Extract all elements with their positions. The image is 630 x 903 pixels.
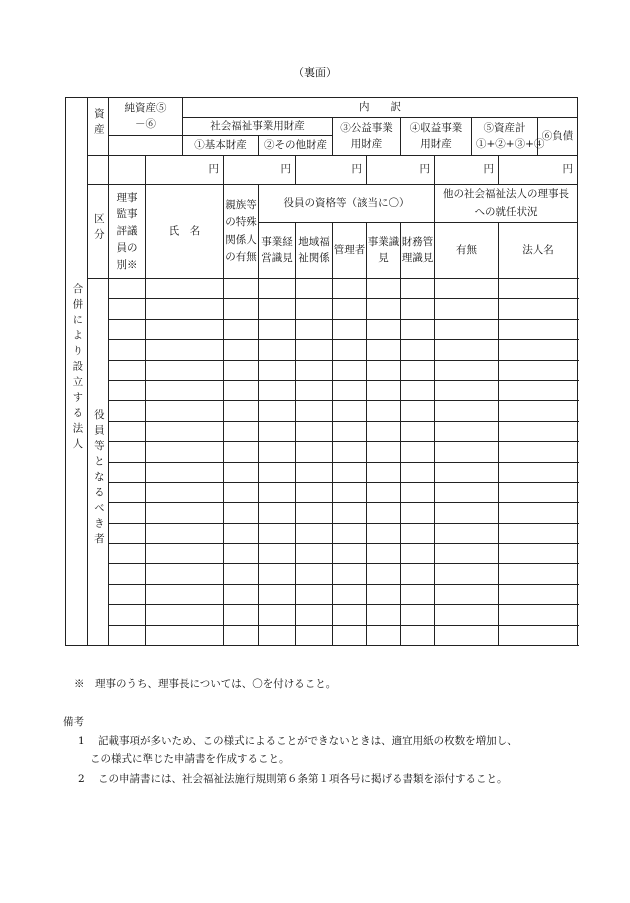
q-manager-cell[interactable] [333,279,367,299]
corp-name-cell[interactable] [499,503,578,523]
relatives-cell[interactable] [224,605,259,625]
has-or-not-cell[interactable] [435,625,499,645]
has-or-not-cell[interactable] [435,442,499,462]
officer-row [66,340,578,360]
officer-type-cell[interactable] [109,462,146,482]
q-manager-cell[interactable] [333,625,367,645]
q-finance-cell[interactable] [401,544,435,564]
officer-type-cell[interactable] [109,544,146,564]
q-local-welfare-cell[interactable] [296,544,333,564]
has-or-not-cell[interactable] [435,340,499,360]
net-assets-header: 純資産⑤－⑥ [109,98,183,136]
q-local-welfare-cell[interactable] [296,523,333,543]
officer-type-cell[interactable] [109,503,146,523]
officer-type-cell[interactable] [109,442,146,462]
q-finance-cell[interactable] [401,401,435,421]
has-or-not-cell[interactable] [435,584,499,604]
name-cell[interactable] [146,482,224,502]
officer-row [66,299,578,319]
name-cell[interactable] [146,401,224,421]
public-interest-value[interactable]: 円 [367,156,435,185]
social-welfare-property-header: 社会福祉事業用財産 [183,118,333,136]
relatives-cell[interactable] [224,462,259,482]
merger-application-table [65,97,578,646]
remark-item-1 [78,733,578,769]
net-assets-value[interactable]: 円 [146,156,224,185]
q-manager-cell[interactable] [333,523,367,543]
corp-name-cell[interactable] [499,279,578,299]
q-business-mgmt-cell[interactable] [259,605,296,625]
officer-type-cell[interactable] [109,584,146,604]
name-cell[interactable] [146,625,224,645]
q-local-welfare-cell[interactable] [296,340,333,360]
assets-label: 資産 [92,108,105,140]
relatives-cell[interactable] [224,523,259,543]
officer-row [66,482,578,502]
officer-row [66,523,578,543]
q-business-mgmt-cell[interactable] [259,564,296,584]
corp-name-cell[interactable] [499,340,578,360]
footnote: ※ 理事のうち、理事長については、〇を付けること。 [74,678,337,690]
officer-type-cell[interactable] [109,380,146,400]
q-local-welfare-header: 地域福祉関係 [296,223,333,279]
q-manager-cell[interactable] [333,482,367,502]
has-or-not-cell[interactable] [435,482,499,502]
q-business-mgmt-cell[interactable] [259,625,296,645]
corp-name-cell[interactable] [499,584,578,604]
officer-type-cell[interactable] [109,625,146,645]
q-manager-cell[interactable] [333,380,367,400]
officer-type-cell[interactable] [109,564,146,584]
name-cell[interactable] [146,299,224,319]
corp-name-cell[interactable] [499,523,578,543]
total-assets-value[interactable]: 円 [499,156,578,185]
relatives-cell[interactable] [224,625,259,645]
q-manager-header: 管理者 [333,223,367,279]
q-business-knowledge-cell[interactable] [367,503,401,523]
name-cell[interactable] [146,421,224,441]
officer-row [66,401,578,421]
q-business-knowledge-cell[interactable] [367,462,401,482]
q-manager-cell[interactable] [333,340,367,360]
officer-type-header: 理事監事評議員の別※ [109,185,146,279]
q-local-welfare-cell[interactable] [296,482,333,502]
q-manager-cell[interactable] [333,605,367,625]
relatives-header: 親族等の特殊関係人の有無 [224,185,259,279]
relatives-cell[interactable] [224,380,259,400]
other-property-header: ②その他財産 [259,136,333,156]
corp-name-header: 法人名 [499,223,578,279]
relatives-cell[interactable] [224,584,259,604]
corp-name-cell[interactable] [499,462,578,482]
corp-name-cell[interactable] [499,605,578,625]
q-business-knowledge-cell[interactable] [367,605,401,625]
revenue-business-value[interactable]: 円 [435,156,499,185]
name-cell[interactable] [146,462,224,482]
q-finance-cell[interactable] [401,462,435,482]
q-finance-header: 財務管理識見 [401,223,435,279]
q-local-welfare-cell[interactable] [296,299,333,319]
officer-type-cell[interactable] [109,605,146,625]
q-finance-cell[interactable] [401,380,435,400]
q-local-welfare-cell[interactable] [296,605,333,625]
corp-name-cell[interactable] [499,442,578,462]
name-cell[interactable] [146,442,224,462]
q-business-mgmt-cell[interactable] [259,279,296,299]
name-cell[interactable] [146,605,224,625]
page-title: （裏面） [293,66,337,79]
remark-1-line-1: 記載事項が多いため、この様式によることができないときは、適宜用紙の枚数を増加し、 [98,735,518,747]
name-cell[interactable] [146,340,224,360]
q-business-mgmt-cell[interactable] [259,462,296,482]
relatives-cell[interactable] [224,360,259,380]
breakdown-header: 内 訳 [183,98,578,118]
q-local-welfare-cell[interactable] [296,279,333,299]
officer-group-label-cell [88,279,109,646]
q-manager-cell[interactable] [333,319,367,339]
has-or-not-cell[interactable] [435,421,499,441]
q-manager-cell[interactable] [333,503,367,523]
q-manager-cell[interactable] [333,584,367,604]
corp-name-cell[interactable] [499,564,578,584]
q-local-welfare-cell[interactable] [296,360,333,380]
q-finance-cell[interactable] [401,584,435,604]
officer-row [66,279,578,299]
has-or-not-cell[interactable] [435,299,499,319]
q-business-knowledge-cell[interactable] [367,544,401,564]
has-or-not-cell[interactable] [435,380,499,400]
other-corp-header: 他の社会福祉法人の理事長への就任状況 [435,185,578,223]
has-or-not-cell[interactable] [435,319,499,339]
has-or-not-cell[interactable] [435,523,499,543]
q-local-welfare-cell[interactable] [296,380,333,400]
relatives-cell[interactable] [224,340,259,360]
corp-name-cell[interactable] [499,421,578,441]
name-cell[interactable] [146,544,224,564]
relatives-cell[interactable] [224,279,259,299]
q-business-mgmt-cell[interactable] [259,584,296,604]
q-business-mgmt-cell[interactable] [259,523,296,543]
q-business-mgmt-cell[interactable] [259,340,296,360]
has-or-not-header: 有無 [435,223,499,279]
has-or-not-cell[interactable] [435,401,499,421]
corp-name-cell[interactable] [499,380,578,400]
q-finance-cell[interactable] [401,564,435,584]
q-finance-cell[interactable] [401,625,435,645]
has-or-not-cell[interactable] [435,462,499,482]
q-manager-cell[interactable] [333,299,367,319]
liabilities-header: ⑥負債 [538,118,578,156]
officer-row [66,605,578,625]
q-business-knowledge-cell[interactable] [367,482,401,502]
q-finance-cell[interactable] [401,279,435,299]
q-business-mgmt-cell[interactable] [259,401,296,421]
officer-type-cell[interactable] [109,319,146,339]
name-cell[interactable] [146,584,224,604]
corp-name-cell[interactable] [499,319,578,339]
q-business-mgmt-cell[interactable] [259,544,296,564]
q-business-mgmt-cell[interactable] [259,380,296,400]
name-cell[interactable] [146,564,224,584]
relatives-cell[interactable] [224,421,259,441]
officer-row [66,442,578,462]
q-manager-cell[interactable] [333,442,367,462]
q-business-knowledge-cell[interactable] [367,319,401,339]
officer-type-cell[interactable] [109,360,146,380]
q-manager-cell[interactable] [333,401,367,421]
remark-1-line-2: この様式に準じた申請書を作成すること。 [90,752,290,765]
q-local-welfare-cell[interactable] [296,401,333,421]
officer-row [66,503,578,523]
q-manager-cell[interactable] [333,462,367,482]
corp-name-cell[interactable] [499,482,578,502]
q-finance-cell[interactable] [401,523,435,543]
q-business-knowledge-cell[interactable] [367,564,401,584]
officer-row [66,564,578,584]
has-or-not-cell[interactable] [435,360,499,380]
relatives-cell[interactable] [224,442,259,462]
relatives-cell[interactable] [224,503,259,523]
q-local-welfare-cell[interactable] [296,564,333,584]
name-cell[interactable] [146,360,224,380]
remark-2-text: この申請書には、社会福祉法施行規則第６条第１項各号に掲げる書類を添付すること。 [98,773,508,785]
q-business-knowledge-cell[interactable] [367,421,401,441]
corp-name-cell[interactable] [499,299,578,319]
q-business-knowledge-cell[interactable] [367,340,401,360]
q-finance-cell[interactable] [401,442,435,462]
public-interest-header: ③公益事業用財産 [333,118,401,156]
name-header: 氏 名 [146,185,224,279]
yen-spacer [109,156,146,185]
remarks-title: 備考 [63,716,84,728]
q-finance-cell[interactable] [401,421,435,441]
has-or-not-cell[interactable] [435,564,499,584]
officer-type-cell[interactable] [109,482,146,502]
q-business-mgmt-cell[interactable] [259,319,296,339]
basic-property-header: ①基本財産 [183,136,259,156]
officer-row [66,319,578,339]
relatives-cell[interactable] [224,482,259,502]
q-finance-cell[interactable] [401,340,435,360]
qualifications-header: 役員の資格等（該当に〇） [259,185,435,223]
relatives-cell[interactable] [224,544,259,564]
corporation-label-cell [66,98,88,646]
category-header [88,185,109,279]
officer-row [66,462,578,482]
name-cell[interactable] [146,523,224,543]
officer-group-label: 役員等となるべき者 [92,409,105,549]
officer-type-cell[interactable] [109,299,146,319]
remark-item-2 [78,771,578,789]
assets-label-cell [88,98,109,156]
q-business-mgmt-cell[interactable] [259,360,296,380]
q-business-knowledge-header: 事業識見 [367,223,401,279]
corp-name-cell[interactable] [499,544,578,564]
name-cell[interactable] [146,279,224,299]
remark-1-number: 1 [78,735,85,747]
q-business-knowledge-cell[interactable] [367,442,401,462]
other-property-value[interactable]: 円 [296,156,367,185]
officer-type-cell[interactable] [109,340,146,360]
name-cell[interactable] [146,503,224,523]
name-cell[interactable] [146,380,224,400]
revenue-business-header: ④収益事業用財産 [401,118,472,156]
q-business-knowledge-cell[interactable] [367,523,401,543]
assets-yen-spacer [88,156,109,185]
q-business-mgmt-cell[interactable] [259,421,296,441]
relatives-cell[interactable] [224,564,259,584]
relatives-cell[interactable] [224,299,259,319]
q-business-mgmt-cell[interactable] [259,503,296,523]
q-business-knowledge-cell[interactable] [367,584,401,604]
has-or-not-cell[interactable] [435,605,499,625]
officer-type-cell[interactable] [109,523,146,543]
has-or-not-cell[interactable] [435,503,499,523]
q-business-knowledge-cell[interactable] [367,360,401,380]
officer-row [66,584,578,604]
q-local-welfare-cell[interactable] [296,421,333,441]
officer-type-cell[interactable] [109,279,146,299]
officer-type-cell[interactable] [109,401,146,421]
relatives-cell[interactable] [224,401,259,421]
officer-type-cell[interactable] [109,421,146,441]
officer-row [66,360,578,380]
q-finance-cell[interactable] [401,503,435,523]
officer-row [66,421,578,441]
basic-property-value[interactable]: 円 [224,156,296,185]
q-manager-cell[interactable] [333,564,367,584]
q-local-welfare-cell[interactable] [296,625,333,645]
q-business-knowledge-cell[interactable] [367,625,401,645]
q-business-knowledge-cell[interactable] [367,279,401,299]
q-business-knowledge-cell[interactable] [367,299,401,319]
corp-name-cell[interactable] [499,360,578,380]
q-manager-cell[interactable] [333,421,367,441]
q-business-mgmt-header: 事業経営識見 [259,223,296,279]
has-or-not-cell[interactable] [435,544,499,564]
q-business-mgmt-cell[interactable] [259,442,296,462]
q-finance-cell[interactable] [401,605,435,625]
has-or-not-cell[interactable] [435,279,499,299]
q-business-knowledge-cell[interactable] [367,380,401,400]
category-label: 区分 [92,213,105,245]
corp-name-cell[interactable] [499,625,578,645]
q-finance-cell[interactable] [401,482,435,502]
remark-2-number: 2 [78,773,85,785]
net-assets-spacer [109,136,183,156]
q-finance-cell[interactable] [401,360,435,380]
q-local-welfare-cell[interactable] [296,503,333,523]
q-local-welfare-cell[interactable] [296,462,333,482]
corp-name-cell[interactable] [499,401,578,421]
q-manager-cell[interactable] [333,360,367,380]
total-assets-header: ⑤資産計①+②+③+④ [472,118,538,156]
q-business-mgmt-cell[interactable] [259,299,296,319]
name-cell[interactable] [146,319,224,339]
q-local-welfare-cell[interactable] [296,584,333,604]
corporation-label: 合併により設立する法人 [71,283,84,454]
q-local-welfare-cell[interactable] [296,442,333,462]
q-business-mgmt-cell[interactable] [259,482,296,502]
officer-row [66,625,578,645]
relatives-cell[interactable] [224,319,259,339]
q-local-welfare-cell[interactable] [296,319,333,339]
officer-row [66,544,578,564]
q-finance-cell[interactable] [401,319,435,339]
officer-row [66,380,578,400]
q-finance-cell[interactable] [401,299,435,319]
q-manager-cell[interactable] [333,544,367,564]
q-business-knowledge-cell[interactable] [367,401,401,421]
